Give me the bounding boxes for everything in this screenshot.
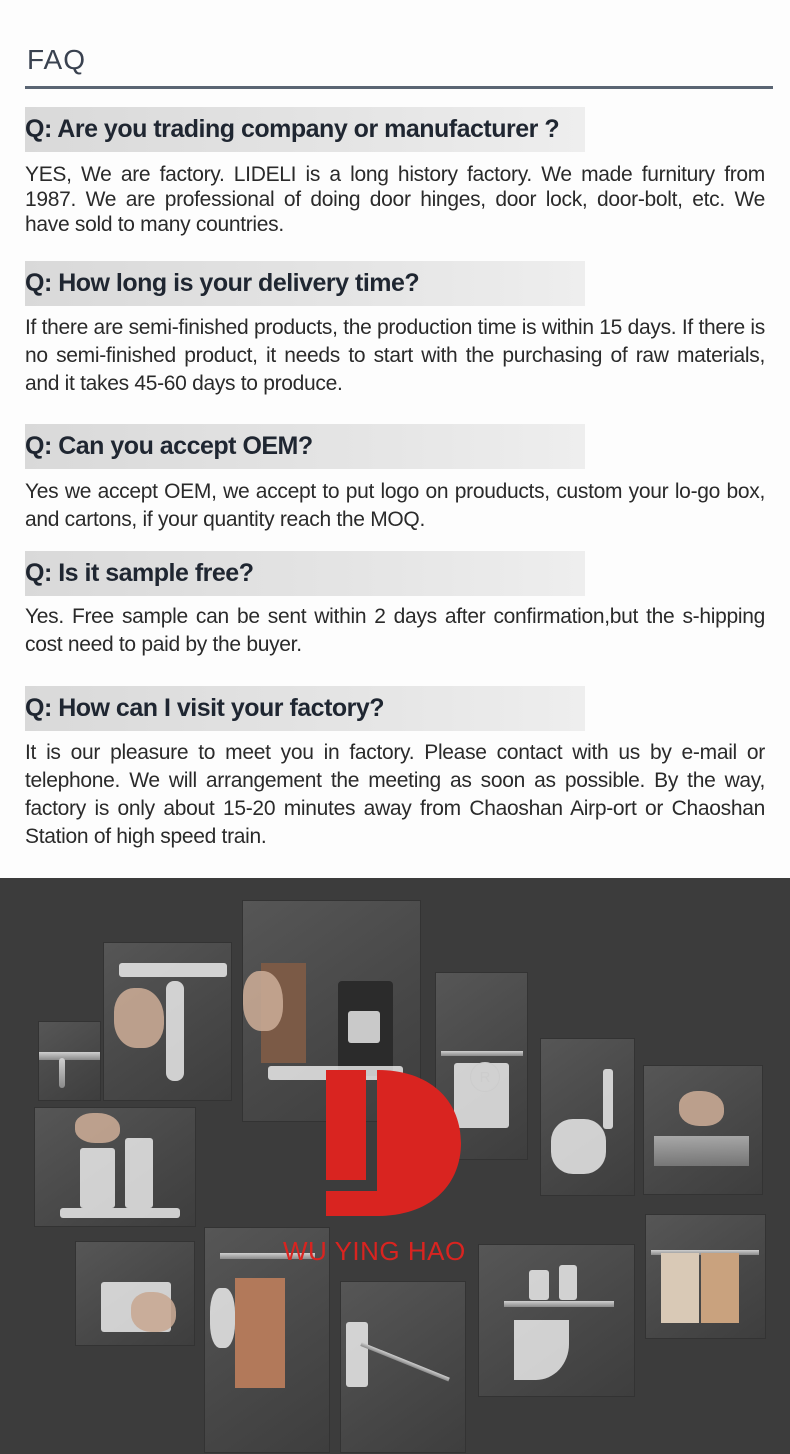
- question-bar: [25, 686, 585, 731]
- answer-text: YES, We are factory. LIDELI is a long history factory. We made furnitury from 1987. We are professional of doing door hinges, door lock, door-bolt, etc. We have sold to many countries.: [25, 163, 765, 236]
- question-bar: [25, 261, 585, 306]
- product-photo: [76, 1242, 194, 1345]
- faq-item: [25, 107, 765, 237]
- question-text: Q: Are you trading company or manufacturer ?: [25, 115, 560, 143]
- product-photo: [644, 1066, 762, 1194]
- answer-text: If there are semi-finished products, the production time is within 15 days. If there is no semi-finished product, it needs to start with the purchasing of raw materials, and it takes 45-60 days to produce.: [25, 316, 765, 395]
- faq-item: [25, 261, 765, 398]
- answer-text: It is our pleasure to meet you in factory. Please contact with us by e-mail or telephone. We will arrangement the meeting as soon as possible. By the way, factory is only about 15-20 minutes away from Chaoshan Airp-ort or Chaoshan Station of high speed train.: [25, 741, 765, 848]
- faq-divider: [25, 86, 773, 89]
- question-text: Q: How long is your delivery time?: [25, 269, 420, 297]
- answer-text: Yes we accept OEM, we accept to put logo on prouducts, custom your lo-go box, and cartons, if your quantity reach the MOQ.: [25, 480, 765, 531]
- product-photo: [341, 1282, 465, 1452]
- faq-item: [25, 424, 765, 534]
- question-text: Q: Is it sample free?: [25, 559, 254, 587]
- faq-item: [25, 686, 765, 851]
- question-text: Q: How can I visit your factory?: [25, 694, 385, 722]
- brand-name: WU YING HAO: [283, 1236, 466, 1266]
- question-bar: [25, 107, 585, 152]
- product-photo: [541, 1039, 634, 1195]
- faq-item: [25, 551, 765, 659]
- product-photo: [39, 1022, 100, 1100]
- product-photo: [646, 1215, 765, 1338]
- faq-title: FAQ: [27, 44, 87, 75]
- product-photo: [35, 1108, 195, 1226]
- answer-text: Yes. Free sample can be sent within 2 days after confirmation,but the s-hipping cost need to paid by the buyer.: [25, 605, 765, 656]
- registered-mark-icon: R: [470, 1062, 500, 1092]
- question-text: Q: Can you accept OEM?: [25, 432, 313, 460]
- product-photo: [479, 1245, 634, 1396]
- question-bar: [25, 424, 585, 469]
- brand-logo: [323, 1068, 463, 1218]
- question-bar: [25, 551, 585, 596]
- product-photo: [104, 943, 231, 1100]
